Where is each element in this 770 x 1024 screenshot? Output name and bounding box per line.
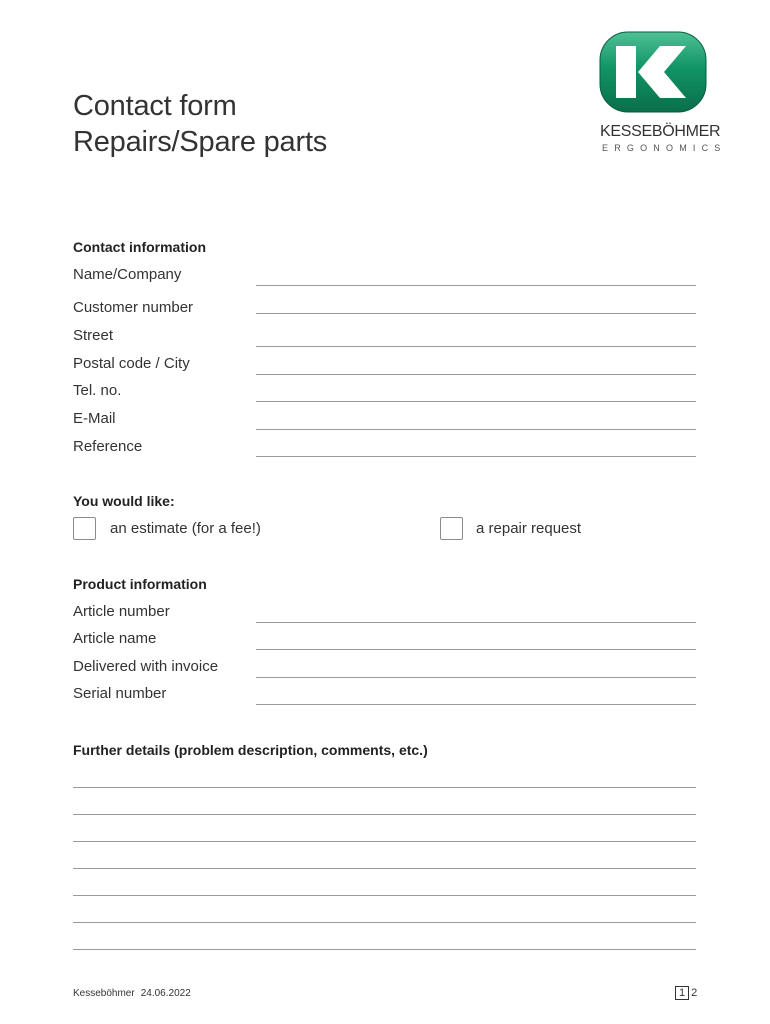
estimate-checkbox[interactable]: [73, 517, 96, 540]
article-name-label: Article name: [73, 630, 157, 647]
details-line[interactable]: [73, 895, 696, 896]
postal-city-field[interactable]: [256, 374, 696, 375]
customer-number-field[interactable]: [256, 313, 696, 314]
reference-field[interactable]: [256, 456, 696, 457]
article-number-label: Article number: [73, 603, 170, 620]
reference-label: Reference: [73, 438, 143, 455]
footer-company: Kesseböhmer: [73, 988, 135, 999]
details-line[interactable]: [73, 787, 696, 788]
street-label: Street: [73, 327, 114, 344]
name-company-field[interactable]: [256, 285, 696, 286]
invoice-field[interactable]: [256, 677, 696, 678]
tel-field[interactable]: [256, 401, 696, 402]
repair-request-label: a repair request: [476, 520, 582, 537]
serial-number-label: Serial number: [73, 685, 167, 702]
article-name-field[interactable]: [256, 649, 696, 650]
page-indicator: [675, 986, 697, 1000]
serial-number-field[interactable]: [256, 704, 696, 705]
brand-name: KESSEBÖHMER: [600, 123, 721, 140]
repair-request-checkbox[interactable]: [440, 517, 463, 540]
product-heading: Product information: [73, 576, 207, 592]
name-company-label: Name/Company: [73, 266, 182, 283]
tel-label: Tel. no.: [73, 382, 122, 399]
kessebohmer-logo-icon: [598, 30, 708, 114]
brand-tagline: ERGONOMICS: [602, 143, 727, 153]
details-line[interactable]: [73, 949, 696, 950]
request-heading: You would like:: [73, 493, 175, 509]
title-line-1: Contact form: [73, 90, 237, 122]
details-line[interactable]: [73, 922, 696, 923]
page-title: [73, 88, 327, 160]
details-heading: Further details (problem description, comments, etc.): [73, 742, 428, 758]
customer-number-label: Customer number: [73, 299, 194, 316]
contact-heading: Contact information: [73, 239, 206, 255]
footer-date: 24.06.2022: [140, 988, 191, 999]
details-line[interactable]: [73, 868, 696, 869]
details-line[interactable]: [73, 841, 696, 842]
postal-city-label: Postal code / City: [73, 355, 190, 372]
page-next[interactable]: 2: [691, 987, 698, 999]
title-line-2: Repairs/Spare parts: [73, 126, 328, 158]
street-field[interactable]: [256, 346, 696, 347]
email-field[interactable]: [256, 429, 696, 430]
details-line[interactable]: [73, 814, 696, 815]
invoice-label: Delivered with invoice: [73, 658, 219, 675]
page-current[interactable]: 1: [675, 986, 689, 1000]
article-number-field[interactable]: [256, 622, 696, 623]
footer-info: [73, 988, 191, 999]
email-label: E-Mail: [73, 410, 116, 427]
estimate-label: an estimate (for a fee!): [110, 520, 261, 537]
